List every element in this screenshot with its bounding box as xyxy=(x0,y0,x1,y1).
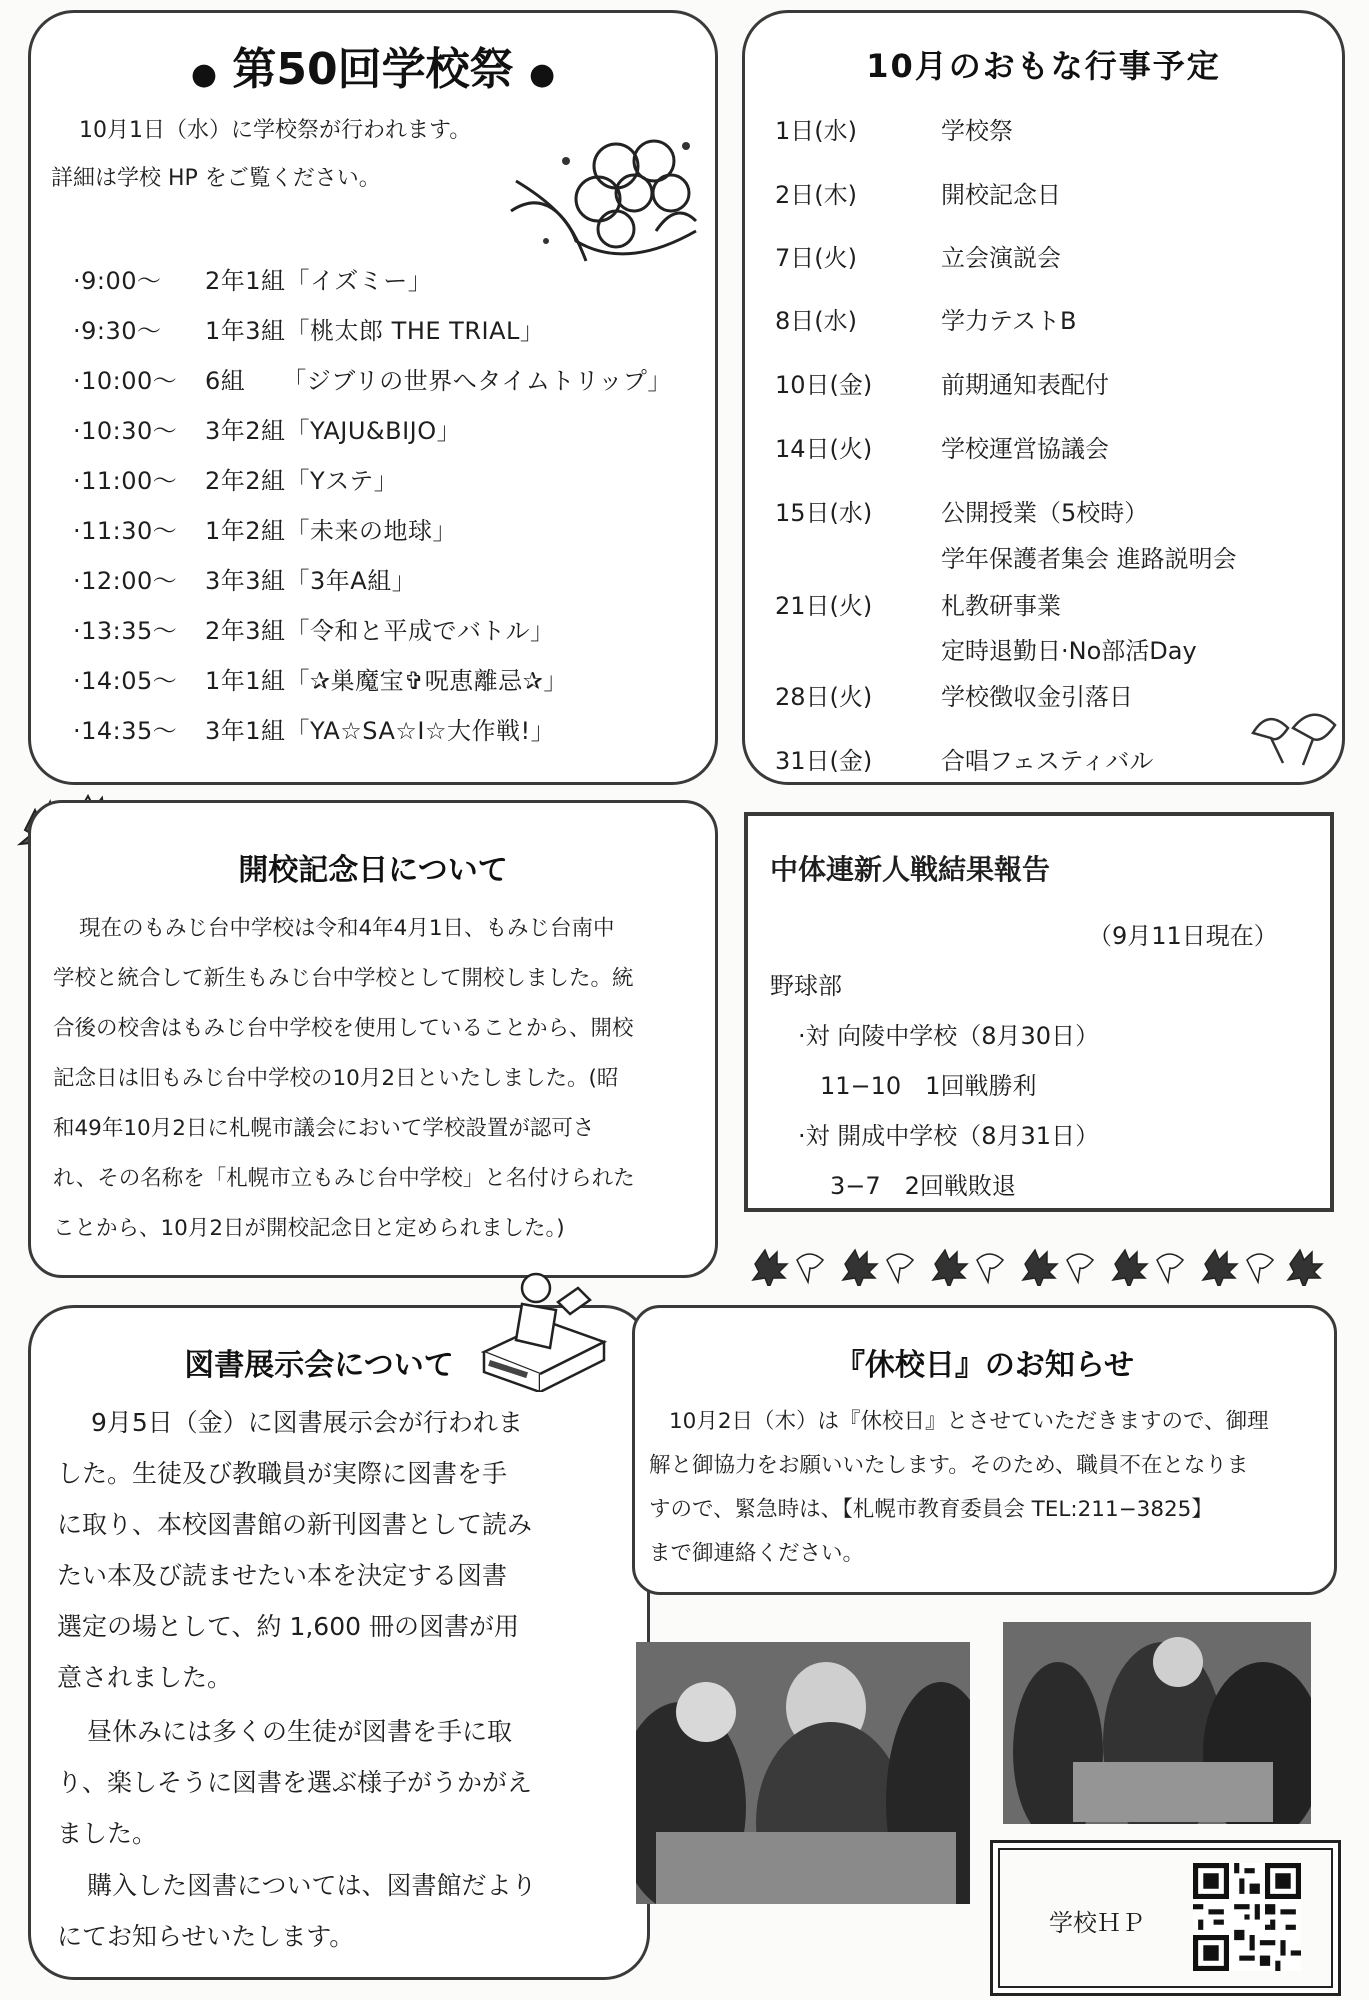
event-date: 8日(水) xyxy=(775,307,857,335)
library-text-line: ました。 xyxy=(57,1819,158,1848)
schedule-row xyxy=(73,361,672,396)
events-title: 10月のおもな行事予定 xyxy=(866,47,1221,85)
library-text-line: 意されました。 xyxy=(57,1663,233,1692)
schedule-entry: 1年1組「✰巣魔宝✞呪恵離忌✰」 xyxy=(205,667,568,695)
qr-code-icon[interactable] xyxy=(1193,1863,1301,1971)
event-name: 学校運営協議会 xyxy=(941,435,1109,463)
library-exhibition-photo xyxy=(1003,1622,1311,1824)
balloon-icon: ● xyxy=(528,57,556,92)
schedule-row xyxy=(73,311,544,346)
founding-text-line: 学校と統合して新生もみじ台中学校として開校しました。統 xyxy=(53,966,634,991)
schedule-row xyxy=(73,261,432,296)
schedule-time: ·9:30～ xyxy=(73,317,162,345)
schedule-row xyxy=(73,711,555,746)
school-homepage-qr-box xyxy=(990,1840,1341,1996)
school-closure-panel xyxy=(632,1305,1337,1595)
schedule-time: ·13:35～ xyxy=(73,617,178,645)
match-opponent: ·対 開成中学校（8月31日） xyxy=(798,1122,1100,1150)
schedule-entry: 2年3組「令和と平成でバトル」 xyxy=(205,617,555,645)
ginkgo-leaf-icon xyxy=(1243,703,1343,773)
schedule-row xyxy=(73,661,568,696)
event-name-line2: 定時退勤日·No部活Day xyxy=(941,637,1197,665)
event-date: 1日(水) xyxy=(775,117,857,145)
library-text-line: に取り、本校図書館の新刊図書として読み xyxy=(57,1510,533,1539)
founding-text-line: 和49年10月2日に札幌市議会において学校設置が認可さ xyxy=(53,1116,595,1141)
festival-title xyxy=(31,33,715,97)
schedule-entry: 2年1組「イズミー」 xyxy=(205,267,433,295)
event-name: 学校祭 xyxy=(941,117,1013,145)
founding-text-line: れ、その名称を「札幌市立もみじ台中学校」と名付けられた xyxy=(53,1166,635,1191)
event-name: 公開授業（5校時） xyxy=(941,499,1149,527)
schedule-entry: 2年2組「Yステ」 xyxy=(205,467,399,495)
schedule-time: ·14:35～ xyxy=(73,717,178,745)
balloon-icon: ● xyxy=(190,57,218,92)
reading-student-illustration xyxy=(478,1262,608,1392)
library-text-line: 選定の場として、約 1,600 冊の図書が用 xyxy=(57,1612,519,1641)
club-name: 野球部 xyxy=(770,972,842,1000)
event-date: 2日(木) xyxy=(775,181,857,209)
sports-title: 中体連新人戦結果報告 xyxy=(770,853,1051,886)
library-title: 図書展示会について xyxy=(184,1348,454,1383)
qr-label: 学校ＨＰ xyxy=(1049,1909,1145,1937)
library-exhibition-panel xyxy=(28,1305,650,1980)
closure-text-line: まで御連絡ください。 xyxy=(649,1541,865,1566)
event-name: 合唱フェスティバル xyxy=(941,747,1154,775)
closure-text-line: 解と御協力をお願いいたします。そのため、職員不在となりま xyxy=(649,1453,1249,1478)
festival-title-text: 第50回学校祭 xyxy=(232,44,514,95)
event-date: 7日(火) xyxy=(775,244,857,272)
schedule-entry: 3年1組「YA☆SA☆I☆大作戦!」 xyxy=(205,717,556,745)
library-text-line: 購入した図書については、図書館だより xyxy=(87,1871,537,1900)
founding-title: 開校記念日について xyxy=(238,853,508,888)
schedule-time: ·10:30～ xyxy=(73,417,178,445)
schedule-row xyxy=(73,611,555,646)
leaf-divider-decoration xyxy=(745,1240,1335,1286)
schedule-time: ·11:30～ xyxy=(73,517,178,545)
schedule-entry: 3年2組「YAJU&BIJO」 xyxy=(205,417,462,445)
schedule-time: ·10:00～ xyxy=(73,367,178,395)
event-name: 前期通知表配付 xyxy=(941,371,1109,399)
schedule-row xyxy=(73,561,416,596)
schedule-time: ·11:00～ xyxy=(73,467,178,495)
library-text-line: り、楽しそうに図書を選ぶ様子がうかがえ xyxy=(57,1768,533,1797)
schedule-time: ·9:00～ xyxy=(73,267,162,295)
event-name-line2: 学年保護者集会 進路説明会 xyxy=(941,545,1237,573)
match-result: 3−7 2回戦敗退 xyxy=(830,1172,1016,1200)
event-date: 10日(金) xyxy=(775,371,873,399)
schedule-time: ·14:05～ xyxy=(73,667,178,695)
party-decoration-illustration xyxy=(506,121,706,271)
founding-text-line: ことから、10月2日が開校記念日と定められました。) xyxy=(53,1216,565,1241)
event-name: 立会演説会 xyxy=(941,244,1061,272)
founding-text-line: 現在のもみじ台中学校は令和4年4月1日、もみじ台南中 xyxy=(79,916,615,941)
match-result: 11−10 1回戦勝利 xyxy=(820,1072,1037,1100)
festival-panel xyxy=(28,10,718,785)
library-text-line: にてお知らせいたします。 xyxy=(57,1922,355,1951)
event-date: 28日(火) xyxy=(775,683,873,711)
event-name: 開校記念日 xyxy=(941,181,1061,209)
schedule-time: ·12:00～ xyxy=(73,567,178,595)
schedule-entry: 6組 「ジブリの世界へタイムトリップ」 xyxy=(205,367,672,395)
sports-results-panel xyxy=(744,812,1334,1212)
closure-text-line: 10月2日（木）は『休校日』とさせていただきますので、御理 xyxy=(669,1409,1269,1434)
event-name: 札教研事業 xyxy=(941,592,1061,620)
closure-text-line: すので、緊急時は、【札幌市教育委員会 TEL:211−3825】 xyxy=(649,1497,1213,1522)
schedule-entry: 1年3組「桃太郎 THE TRIAL」 xyxy=(205,317,545,345)
sports-as-of-date: （9月11日現在） xyxy=(1088,922,1278,950)
october-events-panel xyxy=(742,10,1345,785)
founding-text-line: 記念日は旧もみじ台中学校の10月2日といたしました。(昭 xyxy=(53,1066,619,1091)
event-date: 31日(金) xyxy=(775,747,873,775)
library-exhibition-photo xyxy=(636,1642,970,1904)
founding-day-panel xyxy=(28,800,718,1278)
festival-intro-line: 詳細は学校 HP をご覧ください。 xyxy=(51,166,381,191)
schedule-row xyxy=(73,511,457,546)
library-text-line: した。生徒及び教職員が実際に図書を手 xyxy=(57,1459,508,1488)
schedule-row xyxy=(73,411,461,446)
event-date: 15日(水) xyxy=(775,499,873,527)
match-opponent: ·対 向陵中学校（8月30日） xyxy=(798,1022,1100,1050)
founding-text-line: 合後の校舎はもみじ台中学校を使用していることから、開校 xyxy=(53,1016,634,1041)
library-text-line: たい本及び読ませたい本を決定する図書 xyxy=(57,1561,508,1590)
event-name: 学力テストB xyxy=(941,307,1077,335)
schedule-entry: 1年2組「未来の地球」 xyxy=(205,517,458,545)
festival-intro-line: 10月1日（水）に学校祭が行われます。 xyxy=(79,118,472,143)
library-text-line: 9月5日（金）に図書展示会が行われま xyxy=(91,1408,523,1437)
event-date: 14日(火) xyxy=(775,435,873,463)
event-name: 学校徴収金引落日 xyxy=(941,683,1133,711)
schedule-row xyxy=(73,461,398,496)
closure-title: 『休校日』のお知らせ xyxy=(834,1348,1135,1383)
schedule-entry: 3年3組「3年A組」 xyxy=(205,567,417,595)
library-text-line: 昼休みには多くの生徒が図書を手に取 xyxy=(87,1717,513,1746)
event-date: 21日(火) xyxy=(775,592,873,620)
